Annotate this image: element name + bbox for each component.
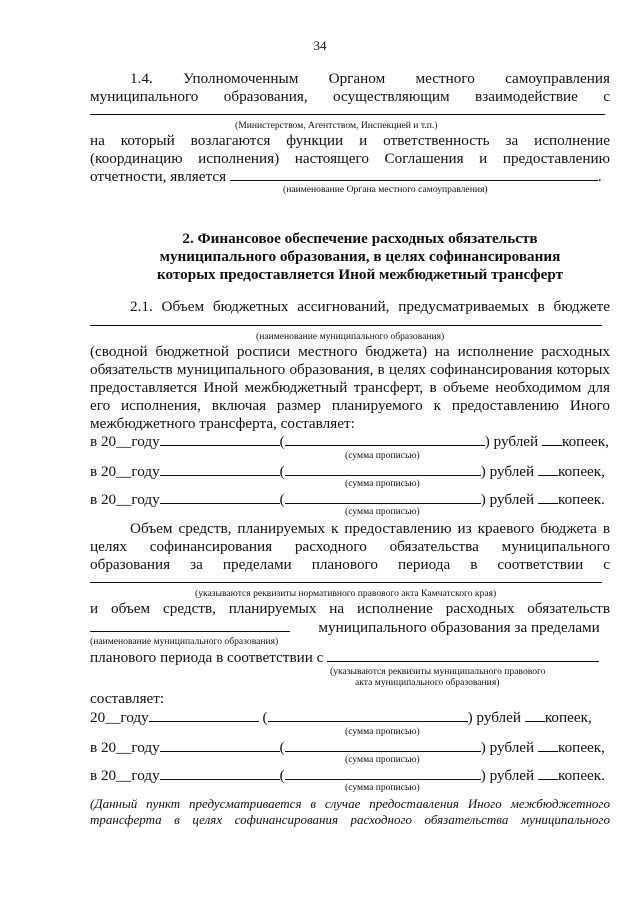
hint-amount-words: (сумма прописью) <box>345 754 420 765</box>
fill-amount-words[interactable] <box>285 490 481 504</box>
s14-line5: отчетности, является <box>90 168 227 185</box>
fill-amount-digits[interactable] <box>149 708 259 722</box>
fill-kopecks[interactable] <box>542 432 562 446</box>
amount-row-b2: в 20__году ( ) рублей копеек, <box>90 739 605 756</box>
hint-amount-words: (сумма прописью) <box>345 726 420 737</box>
fill-kopecks[interactable] <box>538 766 558 780</box>
s21-line3: обязательств муниципального образования, в целях софинансирования которых <box>90 361 610 378</box>
hint-amount-words: (сумма прописью) <box>345 506 420 517</box>
amount-row-a3: в 20__году ( ) рублей копеек. <box>90 491 605 508</box>
rubles-label: рублей <box>493 433 539 450</box>
fill-amount-digits[interactable] <box>160 462 280 476</box>
hint-amount-words: (сумма прописью) <box>345 450 420 461</box>
s14-line5-row: отчетности, является . <box>90 168 602 185</box>
page-number: 34 <box>313 38 327 53</box>
amount-year-label: в 20__году <box>90 739 160 756</box>
kopecks-label: копеек. <box>557 491 605 508</box>
kray-line1: Объем средств, планируемых к предоставлению из краевого бюджета в <box>130 520 610 537</box>
fill-kopecks[interactable] <box>525 708 545 722</box>
hint-amount-words: (сумма прописью) <box>345 782 420 793</box>
hint-organ: (наименование Органа местного самоуправления) <box>283 184 488 195</box>
kray-line2: целях софинансирования расходного обязательства муниципального <box>90 538 610 555</box>
rubles-label: рублей <box>489 767 535 784</box>
amount-year-label: в 20__году <box>90 767 160 784</box>
hint-kray-act: (указываются реквизиты нормативного правового акта Камчатского края) <box>195 588 497 599</box>
amount-row-b3: в 20__году ( ) рублей копеек. <box>90 767 605 784</box>
hint-municipal-act-2: акта муниципального образования) <box>355 677 500 688</box>
kray-line3: образования за пределами планового периода в соответствии с <box>90 556 610 573</box>
fill-line-ministry[interactable] <box>90 114 605 115</box>
amount-row-a1: в 20__году ( ) рублей копеек, <box>90 433 609 450</box>
rubles-label: рублей <box>489 739 535 756</box>
fill-line-municipality[interactable] <box>90 325 602 326</box>
section-heading-line1: 2. Финансовое обеспечение расходных обязательств <box>182 230 538 247</box>
note-line1: (Данный пункт предусматривается в случае предоставления Иного межбюджетного <box>90 796 610 811</box>
kopecks-label: копеек, <box>561 433 609 450</box>
fill-amount-words[interactable] <box>285 432 485 446</box>
kray-line5-row <box>90 618 610 637</box>
kray-line4: и объем средств, планируемых на исполнение расходных обязательств <box>90 600 610 617</box>
section-heading-line3: которых предоставляется Иной межбюджетный трансферт <box>156 266 564 283</box>
kopecks-label: копеек, <box>544 709 592 726</box>
kray-line6: планового периода в соответствии с <box>90 649 324 666</box>
fill-municipality-name[interactable] <box>90 618 290 632</box>
hint-municipality-name: (наименование муниципального образования) <box>90 636 279 647</box>
amount-year-label: в 20__году <box>90 433 160 450</box>
kray-line7: составляет: <box>90 690 165 707</box>
s21-line4: предоставляется Иной межбюджетный трансферт, в объеме необходимом для <box>90 379 610 396</box>
s21-line1: 2.1. Объем бюджетных ассигнований, предусматриваемых в бюджете <box>130 298 610 315</box>
kopecks-label: копеек, <box>557 463 605 480</box>
fill-amount-words[interactable] <box>285 738 481 752</box>
fill-amount-digits[interactable] <box>160 432 280 446</box>
s21-line2: (сводной бюджетной росписи местного бюджета) на исполнение расходных <box>90 343 610 360</box>
s14-line4: (координацию исполнения) настоящего Соглашения и предоставлению <box>90 150 610 167</box>
rubles-label: рублей <box>489 491 535 508</box>
hint-ministry: (Министерством, Агентством, Инспекцией и т.п.) <box>235 120 438 131</box>
hint-municipal-act-1: (указываются реквизиты муниципального правового <box>330 666 546 677</box>
kopecks-label: копеек. <box>557 767 605 784</box>
fill-amount-words[interactable] <box>285 462 481 476</box>
s21-line5: его исполнения, включая размер планируемого к предоставлению Иного <box>90 397 610 414</box>
s14-line1: 1.4. Уполномоченным Органом местного самоуправления <box>130 70 610 87</box>
fill-amount-digits[interactable] <box>160 766 280 780</box>
fill-line-kray-act[interactable] <box>90 582 602 583</box>
amount-row-b1: 20__году ( ) рублей копеек, <box>90 709 592 726</box>
hint-municipality: (наименование муниципального образования) <box>256 331 445 342</box>
rubles-label: рублей <box>489 463 535 480</box>
fill-amount-digits[interactable] <box>160 490 280 504</box>
fill-amount-digits[interactable] <box>160 738 280 752</box>
s21-line6: межбюджетного трансферта, составляет: <box>90 415 355 432</box>
fill-kopecks[interactable] <box>538 738 558 752</box>
amount-year-label: 20__году <box>90 709 149 726</box>
note-line2: трансферта в целях софинансирования расходного обязательства муниципального <box>90 812 610 827</box>
kray-line5: муниципального образования за пределами <box>318 619 600 636</box>
fill-kopecks[interactable] <box>538 490 558 504</box>
rubles-label: рублей <box>476 709 522 726</box>
fill-amount-words[interactable] <box>285 766 481 780</box>
fill-line-organ[interactable] <box>230 167 598 181</box>
fill-kopecks[interactable] <box>538 462 558 476</box>
section-heading-line2: муниципального образования, в целях софинансирования <box>159 248 561 265</box>
s14-line3: на который возлагаются функции и ответственность за исполнение <box>90 132 610 149</box>
kray-line6-row <box>90 648 610 667</box>
amount-row-a2: в 20__году ( ) рублей копеек, <box>90 463 605 480</box>
amount-year-label: в 20__году <box>90 491 160 508</box>
fill-amount-words[interactable] <box>268 708 468 722</box>
kopecks-label: копеек, <box>557 739 605 756</box>
fill-line-municipal-act[interactable] <box>327 648 599 662</box>
amount-year-label: в 20__году <box>90 463 160 480</box>
s14-line2: муниципального образования, осуществляющим взаимодействие с <box>90 88 610 105</box>
hint-amount-words: (сумма прописью) <box>345 478 420 489</box>
